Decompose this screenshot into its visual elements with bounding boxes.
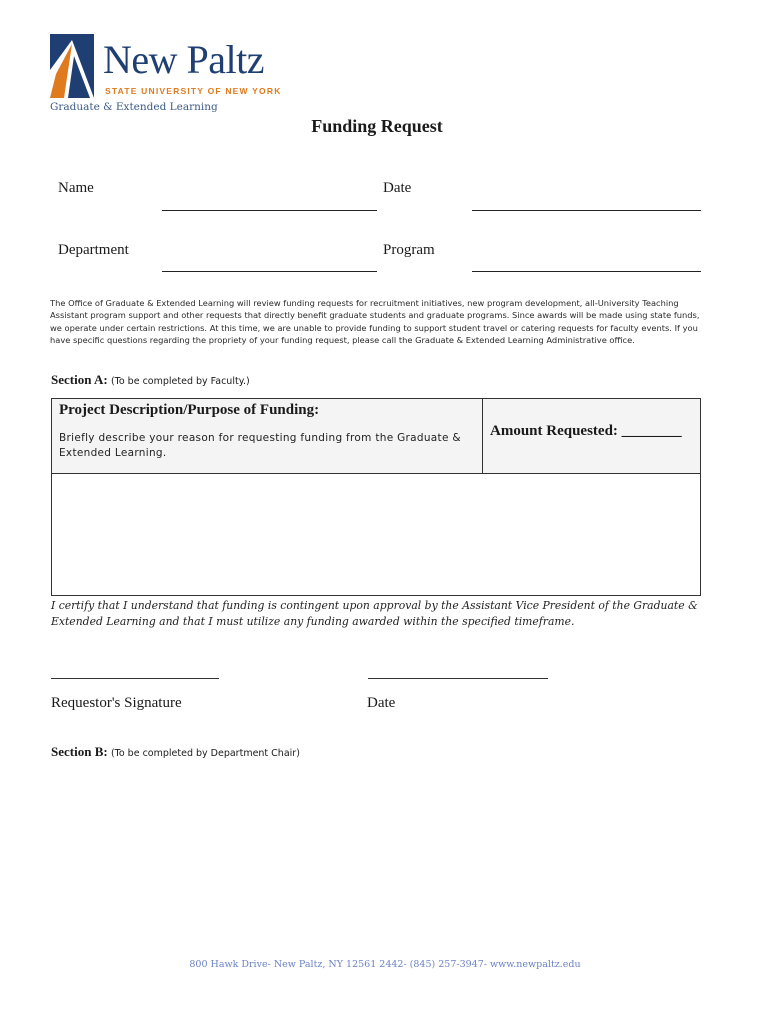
- box-divider: [482, 399, 483, 473]
- intro-paragraph: The Office of Graduate & Extended Learning will review funding requests for recruitment initiatives, new program development, all-University Teaching Assistant program support and other requests that directly benefit graduate students and graduate programs. Since awards will be made using state funds, we operate under certain restrictions. At this time, we are unable to provide funding to support student travel or catering requests for faculty events. If you have specific questions regarding the propriety of your funding request, please call the Graduate & Extended Learning Administrative office.: [50, 298, 700, 346]
- signature-date-label: Date: [367, 695, 396, 711]
- section-b-note: (To be completed by Department Chair): [110, 748, 300, 759]
- section-a-label: Section A:: [51, 372, 108, 387]
- amount-requested-field[interactable]: Amount Requested: ________: [490, 423, 682, 439]
- section-a-note: (To be completed by Faculty.): [110, 376, 250, 387]
- page-title: Funding Request: [311, 116, 443, 136]
- section-b-heading: [51, 744, 300, 760]
- footer-address: 800 Hawk Drive- New Paltz, NY 12561 2442- (845) 257-3947- www.newpaltz.edu: [189, 959, 581, 970]
- section-b-label: Section B:: [51, 744, 108, 759]
- department-field[interactable]: [162, 271, 377, 272]
- program-field[interactable]: [472, 271, 701, 272]
- department-line: Graduate & Extended Learning: [50, 101, 218, 113]
- requestor-signature-field[interactable]: [51, 678, 219, 679]
- department-label: Department: [58, 242, 129, 258]
- logo-subtitle: STATE UNIVERSITY OF NEW YORK: [105, 86, 282, 96]
- date-field[interactable]: [472, 210, 701, 211]
- project-instructions: Briefly describe your reason for requesting funding from the Graduate & Extended Learning.: [59, 432, 461, 459]
- project-heading: Project Description/Purpose of Funding:: [59, 402, 320, 418]
- signature-date-field[interactable]: [368, 678, 548, 679]
- section-a-heading: [51, 372, 250, 388]
- project-box-header: [52, 399, 700, 474]
- project-description-textarea[interactable]: [52, 474, 700, 595]
- requestor-signature-label: Requestor's Signature: [51, 695, 182, 711]
- project-description-box: [51, 398, 701, 596]
- program-label: Program: [383, 242, 435, 258]
- logo-wordmark: New Paltz: [103, 37, 265, 82]
- name-field[interactable]: [162, 210, 377, 211]
- new-paltz-logo-icon: [50, 34, 94, 98]
- name-label: Name: [58, 180, 94, 196]
- certification-text: I certify that I understand that funding is contingent upon approval by the Assistant Vice President of the Graduate & Extended Learning and that I must utilize any funding awarded within the specified timeframe.: [51, 599, 698, 628]
- date-label: Date: [383, 180, 412, 196]
